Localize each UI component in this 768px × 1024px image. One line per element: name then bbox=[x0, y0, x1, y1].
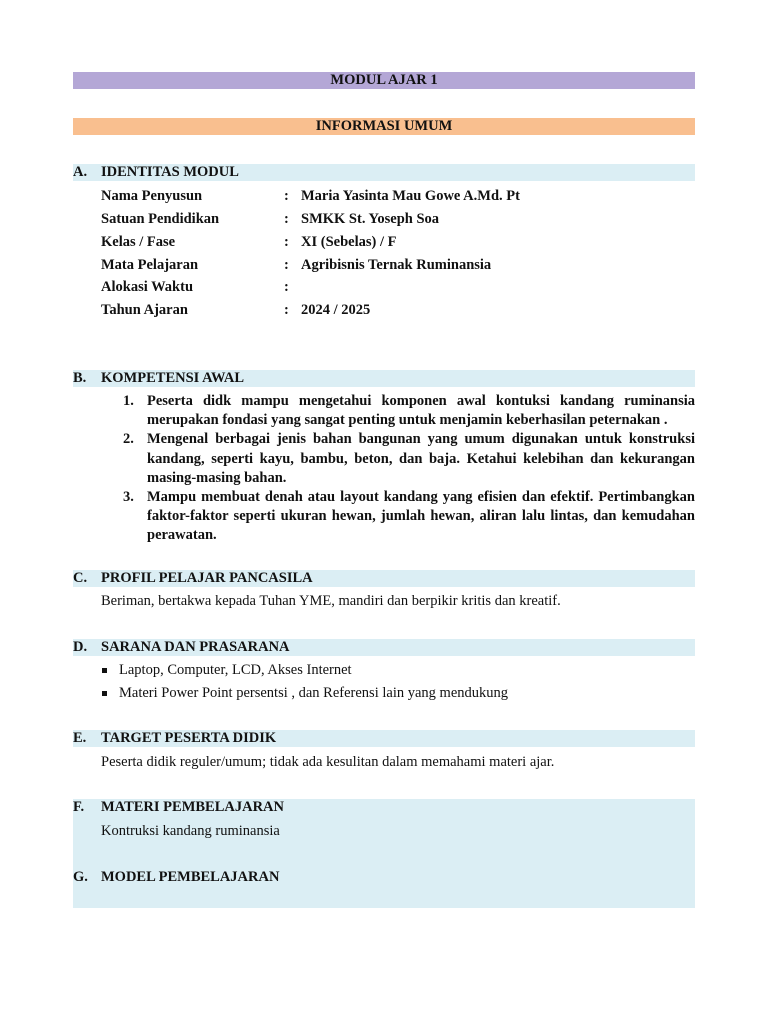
section-f-title: MATERI PEMBELAJARAN bbox=[101, 799, 284, 815]
competency-text: Mampu membuat denah atau layout kandang yang efisien dan efektif. Pertimbangkan faktor-faktor seperti ukuran hewan, jumlah hewan, aliran lalu lintas, dan kemudahan perawatan. bbox=[147, 489, 695, 544]
identity-label: Alokasi Waktu bbox=[101, 279, 194, 295]
section-f-header bbox=[73, 799, 695, 816]
identity-row-alokasi bbox=[101, 276, 695, 298]
section-f-letter: F. bbox=[73, 799, 85, 815]
identity-label: Nama Penyusun bbox=[101, 188, 203, 204]
identity-colon: : bbox=[284, 257, 289, 273]
identity-value: 2024 / 2025 bbox=[301, 302, 371, 318]
section-c-letter: C. bbox=[73, 570, 88, 586]
section-a-letter: A. bbox=[73, 164, 88, 180]
section-e-letter: E. bbox=[73, 730, 87, 746]
section-c-header bbox=[73, 570, 695, 587]
identity-label: Satuan Pendidikan bbox=[101, 211, 220, 227]
profil-text: Beriman, bertakwa kepada Tuhan YME, mandiri dan berpikir kritis dan kreatif. bbox=[101, 593, 561, 609]
identity-label: Tahun Ajaran bbox=[101, 302, 188, 318]
square-bullet-icon bbox=[102, 691, 107, 696]
competency-item bbox=[101, 488, 695, 546]
section-d-header bbox=[73, 639, 695, 656]
competency-item bbox=[101, 430, 695, 488]
identity-row-mapel bbox=[101, 254, 695, 276]
competency-number: 2. bbox=[123, 431, 134, 448]
materi-text: Kontruksi kandang ruminansia bbox=[101, 823, 280, 839]
identity-row-nama bbox=[101, 185, 695, 207]
identity-colon: : bbox=[284, 188, 289, 204]
sarana-item-text: Materi Power Point persentsi , dan Referensi lain yang mendukung bbox=[119, 685, 509, 701]
identity-value: Maria Yasinta Mau Gowe A.Md. Pt bbox=[301, 188, 520, 204]
identity-colon: : bbox=[284, 234, 289, 250]
sarana-item-text: Laptop, Computer, LCD, Akses Internet bbox=[119, 662, 352, 678]
section-b-title: KOMPETENSI AWAL bbox=[101, 370, 245, 386]
competency-item bbox=[101, 392, 695, 430]
competency-text: Mengenal berbagai jenis bahan bangunan yang umum digunakan untuk konstruksi kandang, seperti kayu, bambu, beton, dan baja. Ketahui kelebihan dan kekurangan masing-masing bahan. bbox=[147, 431, 695, 486]
section-g-title: MODEL PEMBELAJARAN bbox=[101, 869, 280, 885]
identity-colon: : bbox=[284, 279, 289, 295]
section-e-title: TARGET PESERTA DIDIK bbox=[101, 730, 277, 746]
section-d-title: SARANA DAN PRASARANA bbox=[101, 639, 290, 655]
section-g-header bbox=[73, 869, 695, 886]
info-umum-heading: INFORMASI UMUM bbox=[73, 118, 695, 135]
section-b-letter: B. bbox=[73, 370, 87, 386]
square-bullet-icon bbox=[102, 668, 107, 673]
competency-text: Peserta didk mampu mengetahui komponen awal kontuksi kandang ruminansia merupakan fondasi yang sangat penting untuk menjamin keberhasilan peternakan . bbox=[147, 393, 695, 429]
identity-value: Agribisnis Ternak Ruminansia bbox=[301, 257, 492, 273]
competency-number: 1. bbox=[123, 393, 134, 409]
identity-value: XI (Sebelas) / F bbox=[301, 234, 397, 250]
competency-number: 3. bbox=[123, 489, 134, 506]
section-e-header bbox=[73, 730, 695, 747]
section-a-title: IDENTITAS MODUL bbox=[101, 164, 239, 180]
section-d-letter: D. bbox=[73, 639, 88, 655]
section-g-letter: G. bbox=[73, 869, 88, 885]
identity-colon: : bbox=[284, 211, 289, 227]
section-b-header bbox=[73, 370, 695, 387]
competency-list bbox=[101, 392, 695, 546]
identity-label: Kelas / Fase bbox=[101, 234, 176, 250]
identity-label: Mata Pelajaran bbox=[101, 257, 199, 273]
identity-row-kelas bbox=[101, 231, 695, 253]
section-c-title: PROFIL PELAJAR PANCASILA bbox=[101, 570, 313, 586]
section-a-header bbox=[73, 164, 695, 181]
identity-colon: : bbox=[284, 302, 289, 318]
identity-row-satuan bbox=[101, 208, 695, 230]
target-text: Peserta didik reguler/umum; tidak ada kesulitan dalam memahami materi ajar. bbox=[101, 754, 555, 770]
module-title: MODUL AJAR 1 bbox=[73, 72, 695, 89]
identity-row-tahun bbox=[101, 299, 695, 321]
identity-value: SMKK St. Yoseph Soa bbox=[301, 211, 440, 227]
